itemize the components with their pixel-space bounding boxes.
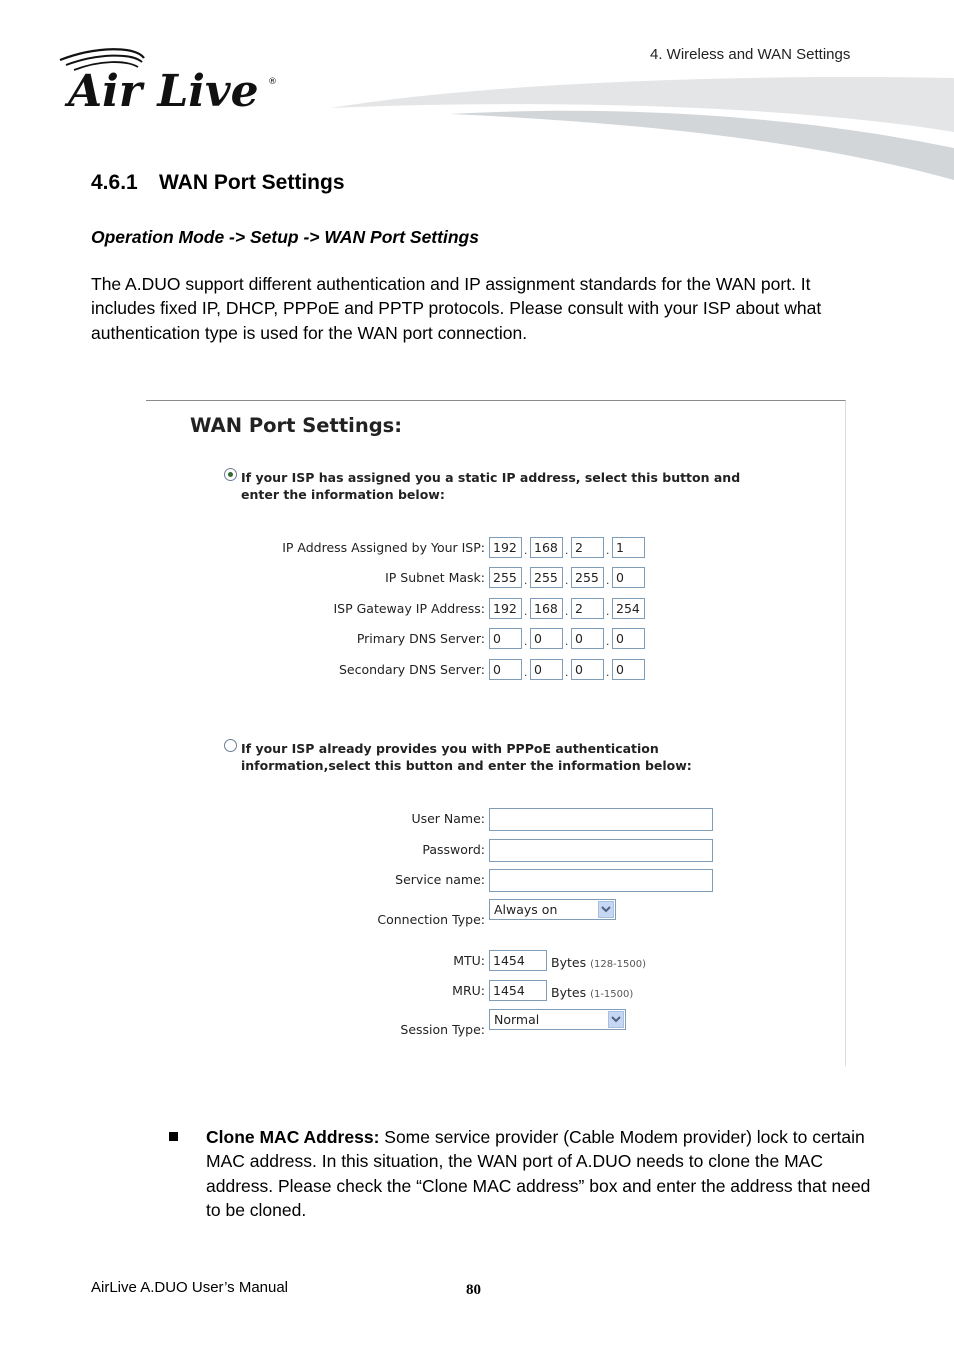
octet-separator: . — [524, 604, 528, 618]
mtu-range: (128-1500) — [590, 959, 647, 970]
chevron-down-icon[interactable] — [598, 901, 614, 918]
gateway-octet-4[interactable]: 254 — [612, 598, 645, 619]
secondary-dns-label: Secondary DNS Server: — [338, 662, 485, 677]
primary-dns-octet-1[interactable]: 0 — [489, 628, 522, 649]
mru-input[interactable]: 1454 — [489, 980, 547, 1001]
secondary-dns-octet-4[interactable]: 0 — [612, 659, 645, 680]
clone-mac-heading: Clone MAC Address: — [206, 1127, 380, 1147]
mtu-input[interactable]: 1454 — [489, 950, 547, 971]
primary-dns-label: Primary DNS Server: — [356, 631, 485, 646]
header-swoosh — [330, 70, 954, 190]
radio-selected-dot — [228, 472, 233, 477]
secondary-dns-octet-2[interactable]: 0 — [530, 659, 563, 680]
gateway-octet-1[interactable]: 192 — [489, 598, 522, 619]
section-title: WAN Port Settings — [159, 171, 345, 194]
octet-separator: . — [606, 665, 610, 679]
svg-text:Air Live: Air Live — [68, 66, 259, 114]
octet-separator: . — [524, 543, 528, 557]
octet-separator: . — [606, 573, 610, 587]
airlive-logo — [56, 48, 286, 114]
octet-separator: . — [524, 573, 528, 587]
subnet-mask-octet-1[interactable]: 255 — [489, 567, 522, 588]
secondary-dns-octet-3[interactable]: 0 — [571, 659, 604, 680]
pppoe-option-text: If your ISP already provides you with PPPoE authentication information,select this button and enter the information below: — [241, 741, 692, 773]
password-label: Password: — [422, 842, 485, 857]
static-ip-radio[interactable] — [224, 468, 237, 481]
connection-type-value: Always on — [494, 902, 558, 917]
service-name-label: Service name: — [395, 872, 485, 887]
subnet-mask-octet-2[interactable]: 255 — [530, 567, 563, 588]
gateway-octet-3[interactable]: 2 — [571, 598, 604, 619]
section-number: 4.6.1 — [91, 171, 138, 194]
mtu-unit-text: Bytes — [551, 955, 587, 970]
pppoe-radio[interactable] — [224, 739, 237, 752]
mru-unit — [551, 985, 633, 1000]
octet-separator: . — [565, 665, 569, 679]
chevron-down-icon[interactable] — [608, 1011, 624, 1028]
octet-separator: . — [606, 543, 610, 557]
session-type-value: Normal — [494, 1012, 540, 1027]
navigation-path: Operation Mode -> Setup -> WAN Port Settings — [91, 227, 479, 247]
octet-separator: . — [606, 634, 610, 648]
secondary-dns-octet-1[interactable]: 0 — [489, 659, 522, 680]
panel-title: WAN Port Settings: — [190, 414, 403, 437]
connection-type-label: Connection Type: — [377, 912, 485, 927]
octet-separator: . — [606, 604, 610, 618]
ip-address-octet-2[interactable]: 168 — [530, 537, 563, 558]
footer-manual-title: AirLive A.DUO User’s Manual — [91, 1279, 289, 1296]
chapter-title: 4. Wireless and WAN Settings — [650, 46, 851, 63]
gateway-label: ISP Gateway IP Address: — [333, 601, 485, 616]
mru-unit-text: Bytes — [551, 985, 587, 1000]
user-name-input[interactable] — [489, 808, 713, 831]
ip-address-octet-3[interactable]: 2 — [571, 537, 604, 558]
octet-separator: . — [565, 634, 569, 648]
service-name-input[interactable] — [489, 869, 713, 892]
static-ip-option-text: If your ISP has assigned you a static IP address, select this button and enter the information below: — [241, 470, 741, 502]
connection-type-select[interactable] — [489, 899, 616, 920]
octet-separator: . — [565, 543, 569, 557]
user-name-label: User Name: — [411, 811, 485, 826]
mru-range: (1-1500) — [590, 989, 634, 1000]
clone-mac-text: Some service provider (Cable Modem provider) lock to certain MAC address. In this situation, the WAN port of A.DUO needs to clone the MAC address. Please check the “Clone MAC address” box and enter the address that need to be cloned. — [206, 1127, 871, 1220]
octet-separator: . — [565, 604, 569, 618]
bullet-square-icon — [169, 1132, 178, 1141]
ip-address-label: IP Address Assigned by Your ISP: — [282, 540, 485, 555]
intro-paragraph: The A.DUO support different authentication and IP assignment standards for the WAN port. It includes fixed IP, DHCP, PPPoE and PPTP protocols. Please consult with your ISP about what authentication type is used for the WAN port connection. — [91, 274, 822, 343]
section-heading — [91, 171, 345, 195]
primary-dns-octet-4[interactable]: 0 — [612, 628, 645, 649]
octet-separator: . — [565, 573, 569, 587]
mtu-label: MTU: — [453, 953, 485, 968]
primary-dns-octet-3[interactable]: 0 — [571, 628, 604, 649]
subnet-mask-label: IP Subnet Mask: — [385, 570, 485, 585]
ip-address-octet-4[interactable]: 1 — [612, 537, 645, 558]
password-input[interactable] — [489, 839, 713, 862]
primary-dns-octet-2[interactable]: 0 — [530, 628, 563, 649]
octet-separator: . — [524, 634, 528, 648]
octet-separator: . — [524, 665, 528, 679]
mtu-unit — [551, 955, 646, 970]
page-number: 80 — [466, 1282, 481, 1298]
mru-label: MRU: — [452, 983, 485, 998]
subnet-mask-octet-3[interactable]: 255 — [571, 567, 604, 588]
subnet-mask-octet-4[interactable]: 0 — [612, 567, 645, 588]
session-type-select[interactable] — [489, 1009, 626, 1030]
ip-address-octet-1[interactable]: 192 — [489, 537, 522, 558]
session-type-label: Session Type: — [400, 1022, 485, 1037]
gateway-octet-2[interactable]: 168 — [530, 598, 563, 619]
registered-mark: ® — [268, 77, 277, 87]
clone-mac-paragraph — [206, 1125, 871, 1222]
